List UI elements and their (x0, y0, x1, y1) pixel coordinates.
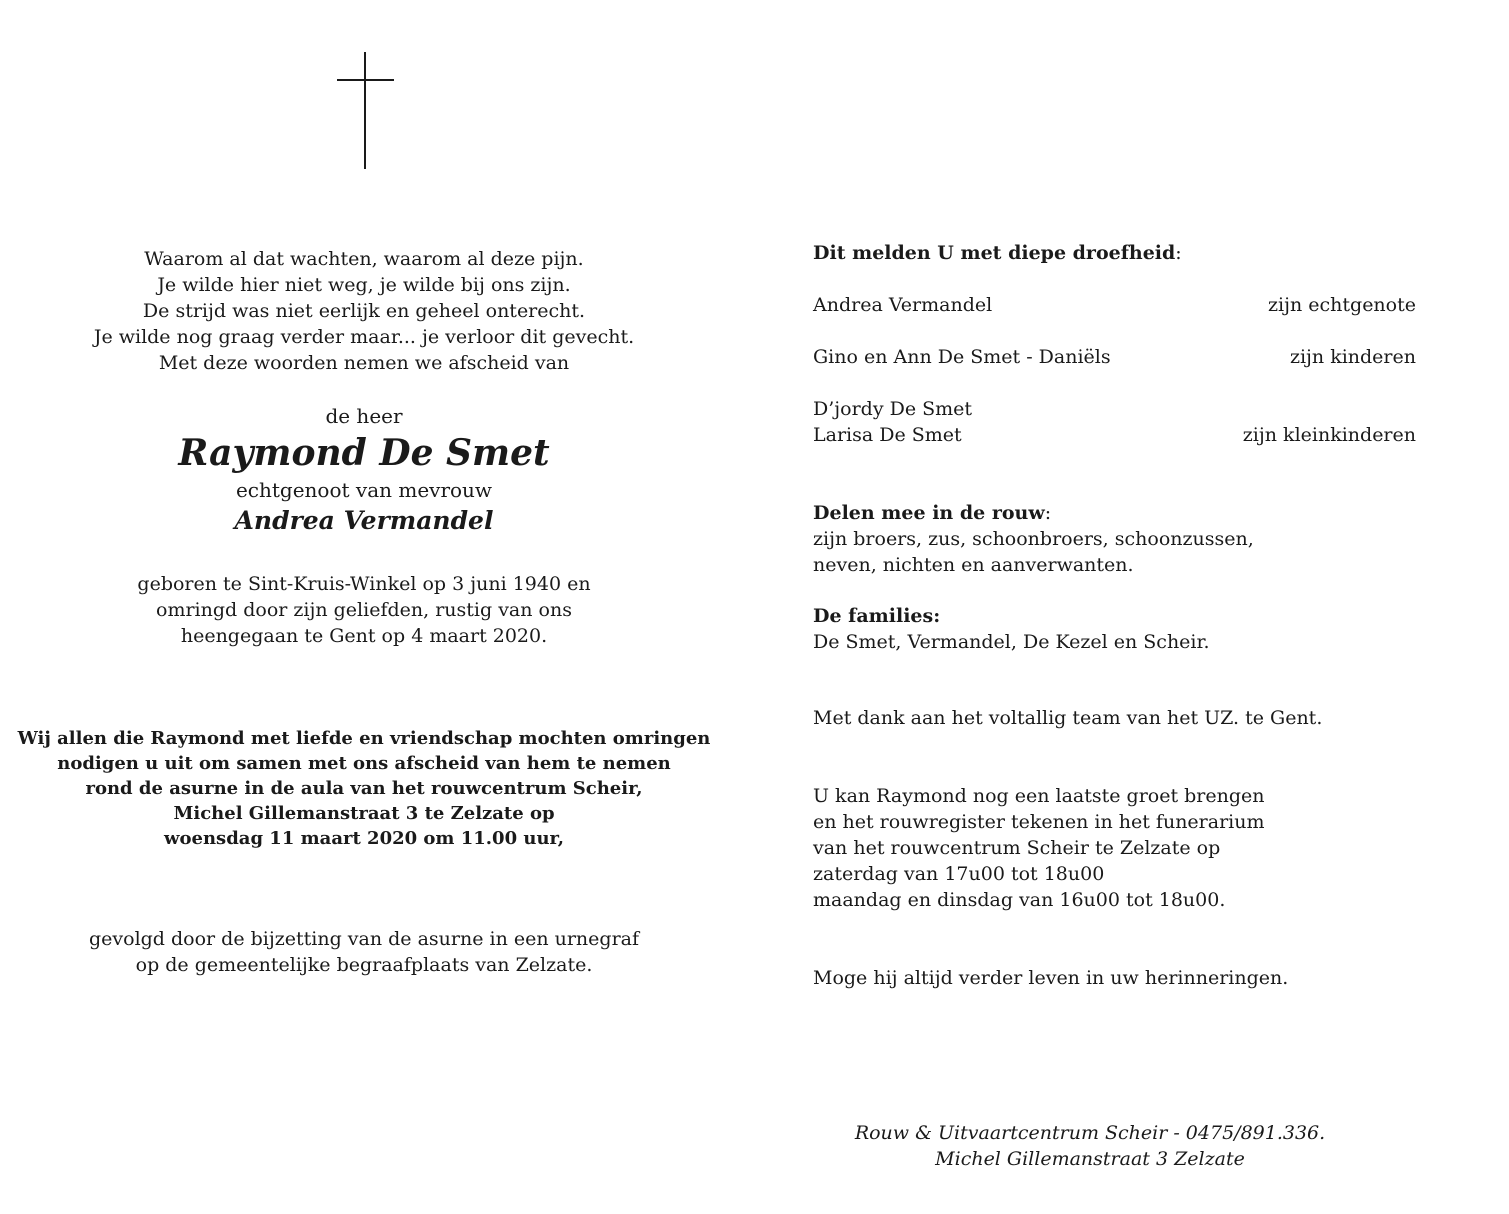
families-line: De Smet, Vermandel, De Kezel en Scheir. (813, 631, 1210, 653)
invitation-line: Michel Gillemanstraat 3 te Zelzate op (173, 803, 555, 824)
family-names (813, 396, 972, 448)
invitation-text (14, 726, 714, 851)
mourning-heading: Delen mee in de rouw (813, 502, 1045, 524)
announcement-heading-text: Dit melden U met diepe droefheid (813, 242, 1176, 264)
family-name: D’jordy De Smet (813, 398, 973, 420)
family-role: zijn kleinkinderen (1242, 424, 1416, 446)
families-section (813, 603, 1416, 655)
poem (14, 246, 714, 376)
footer-line: Michel Gillemanstraat 3 Zelzate (935, 1148, 1245, 1170)
birth-death-text (14, 571, 714, 649)
invitation-line: woensdag 11 maart 2020 om 11.00 uur, (164, 828, 564, 849)
burial-line: gevolgd door de bijzetting van de asurne in een urnegraf (88, 928, 640, 950)
footer-line: Rouw & Uitvaartcentrum Scheir - 0475/891.336. (854, 1122, 1326, 1144)
announcement-colon: : (1175, 242, 1182, 264)
honorific: de heer (325, 404, 403, 428)
burial-line: op de gemeentelijke begraafplaats van Zelzate. (135, 954, 593, 976)
family-name: Gino en Ann De Smet - Daniëls (813, 346, 1111, 368)
poem-line: Je wilde hier niet weg, je wilde bij ons zijn. (157, 274, 571, 296)
thanks-text: Met dank aan het voltallig team van het UZ. te Gent. (813, 707, 1323, 729)
visitation-line: maandag en dinsdag van 16u00 tot 18u00. (813, 889, 1226, 911)
invitation-line: rond de asurne in de aula van het rouwcentrum Scheir, (85, 778, 643, 799)
visitation-line: zaterdag van 17u00 tot 18u00 (813, 863, 1105, 885)
mourning-line: neven, nichten en aanverwanten. (813, 554, 1134, 576)
visitation-line: U kan Raymond nog een laatste groet brengen (813, 785, 1265, 807)
cross-icon-vertical (364, 52, 366, 169)
mourning-line: zijn broers, zus, schoonbroers, schoonzussen, (813, 528, 1254, 550)
burial-text (14, 926, 714, 978)
visitation-text (813, 783, 1416, 913)
family-name: Andrea Vermandel (813, 294, 993, 316)
birth-death-line: heengegaan te Gent op 4 maart 2020. (180, 625, 548, 647)
invitation-line: Wij allen die Raymond met liefde en vriendschap mochten omringen (17, 728, 711, 749)
mourning-colon: : (1044, 502, 1052, 524)
funeral-home-footer (820, 1120, 1360, 1172)
visitation-line: van het rouwcentrum Scheir te Zelzate op (813, 837, 1221, 859)
family-row-grandchildren (813, 396, 1416, 448)
family-row-spouse (813, 292, 1416, 318)
families-heading: De families: (813, 605, 941, 627)
family-role: zijn kinderen (1289, 346, 1416, 368)
poem-line: Met deze woorden nemen we afscheid van (158, 352, 570, 374)
family-name: Larisa De Smet (813, 424, 962, 446)
visitation-line: en het rouwregister tekenen in het funerarium (813, 811, 1265, 833)
family-row-children (813, 344, 1416, 370)
cross-icon-horizontal (337, 79, 394, 81)
family-role: zijn echtgenote (1268, 294, 1416, 316)
spouse-name: Andrea Vermandel (234, 506, 494, 535)
mourning-section (813, 500, 1416, 578)
birth-death-line: geboren te Sint-Kruis-Winkel op 3 juni 1940 en (137, 573, 591, 595)
spouse-intro: echtgenoot van mevrouw (235, 478, 493, 502)
poem-line: De strijd was niet eerlijk en geheel onterecht. (142, 300, 586, 322)
announcement-heading (813, 240, 1416, 266)
poem-line: Je wilde nog graag verder maar... je verloor dit gevecht. (93, 326, 635, 348)
poem-line: Waarom al dat wachten, waarom al deze pijn. (144, 248, 584, 270)
birth-death-line: omringd door zijn geliefden, rustig van ons (156, 599, 572, 621)
deceased-name: Raymond De Smet (178, 432, 550, 474)
wish-text: Moge hij altijd verder leven in uw herinneringen. (813, 967, 1289, 989)
invitation-line: nodigen u uit om samen met ons afscheid van hem te nemen (57, 753, 671, 774)
